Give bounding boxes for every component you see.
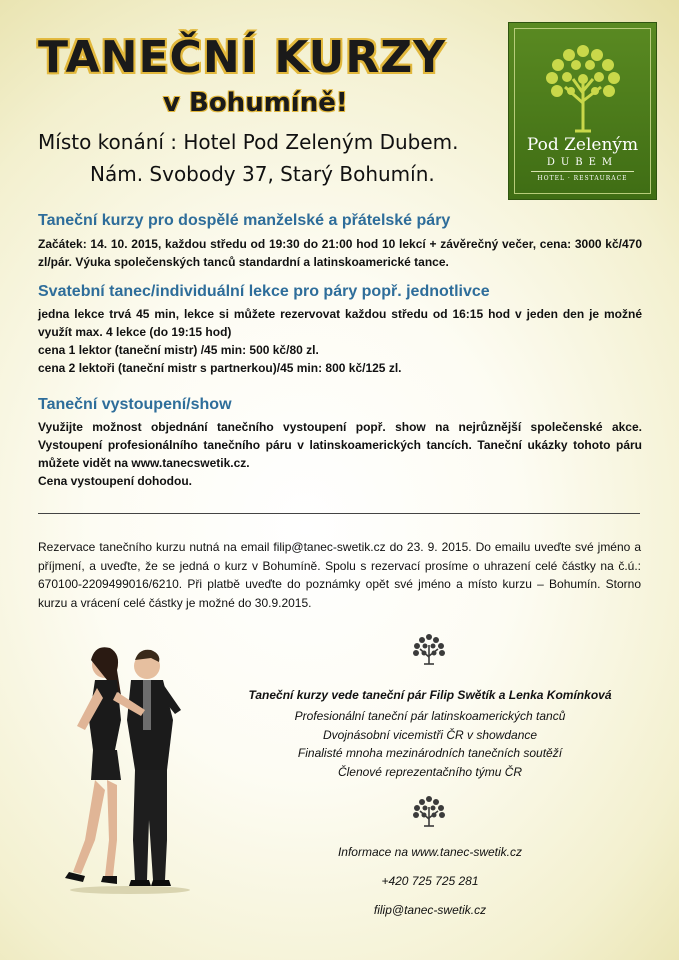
about-title: Taneční kurzy vede taneční pár Filip Swětík a Lenka Komínková	[248, 688, 612, 702]
oak-tree-icon	[543, 41, 623, 133]
section-heading-courses: Taneční kurzy pro dospělé manželské a přátelské páry	[38, 212, 451, 229]
section-text-wedding: jedna lekce trvá 45 min, lekce si můžete rezervovat každou středu od 16:15 hod v jeden den je možné využít max. 4 lekce (do 19:15 hod)	[38, 307, 642, 339]
about-line-1: Profesionální taneční pár latinskoamerických tanců	[294, 709, 566, 723]
divider-line	[38, 513, 640, 514]
section-heading-show: Taneční vystoupení/show	[38, 396, 232, 413]
logo-name-2: DUBEM	[546, 157, 619, 168]
poster-title: TANEČNÍ KURZY	[38, 32, 447, 83]
logo-name: Pod Zeleným	[526, 135, 639, 155]
venue-line-2: Nám. Svobody 37, Starý Bohumín.	[90, 162, 435, 186]
contact-email-link[interactable]: filip@tanec-swetik.cz	[373, 903, 487, 917]
venue-line-1: Místo konání : Hotel Pod Zeleným Dubem.	[38, 130, 459, 154]
about-line-2: Dvojnásobní vicemistři ČR v showdance	[322, 728, 538, 742]
tree-ornament-icon	[412, 795, 446, 827]
section-heading-wedding: Svatební tanec/individuální lekce pro páry popř. jednotlivce	[38, 283, 490, 300]
logo-tagline: HOTEL · RESTAURACE	[537, 175, 628, 182]
about-line-3: Finalisté mnoha mezinárodních tanečních soutěží	[297, 746, 563, 760]
price-one-lector: cena 1 lektor (taneční mistr) /45 min: 500 kč/80 zl.	[38, 343, 319, 357]
section-text-show: Využijte možnost objednání tanečního vystoupení popř. show na nejrůznější společenské akce. Vystoupení profesionálního tanečního páru v latinskoamerických tancích. Taneční ukázky tohoto páru můžete vidět na www.tanecswetik.cz.	[38, 420, 642, 470]
logo-divider	[531, 171, 634, 172]
show-price: Cena vystoupení dohodou.	[38, 474, 193, 488]
price-two-lectors: cena 2 lektoři (taneční mistr s partnerkou)/45 min: 800 kč/125 zl.	[38, 361, 402, 375]
contact-info-link[interactable]: Informace na www.tanec-swetik.cz	[337, 845, 523, 859]
reservation-text: Rezervace tanečního kurzu nutná na email filip@tanec-swetik.cz do 23. 9. 2015. Do emailu uveďte své jméno a příjmení, a uveďte, že se jedná o kurz v Bohumíně. Spolu s rezervací prosíme o uhrazení celé částky na č.ú.: 670100-2209499016/6210. Při platbě uveďte do poznámky opět své jméno a místo kurzu – Bohumín. Storno kurzu a vrácení celé částky je možné do 30.9.2015.	[38, 540, 641, 610]
section-text-courses: Začátek: 14. 10. 2015, každou středu od 19:30 do 21:00 hod 10 lekcí + závěrečný večer, cena: 3000 kč/470 zl/pár. Výuka společenských tanců standardní a latinskoamerické tance.	[38, 237, 642, 269]
contact-phone[interactable]: +420 725 725 281	[381, 874, 479, 888]
poster-subtitle: v Bohumíně!	[163, 88, 348, 118]
hotel-logo	[508, 22, 657, 200]
about-line-4: Členové reprezentačního týmu ČR	[337, 765, 523, 779]
tree-ornament-icon	[412, 633, 446, 665]
dancing-couple-photo	[55, 640, 205, 895]
